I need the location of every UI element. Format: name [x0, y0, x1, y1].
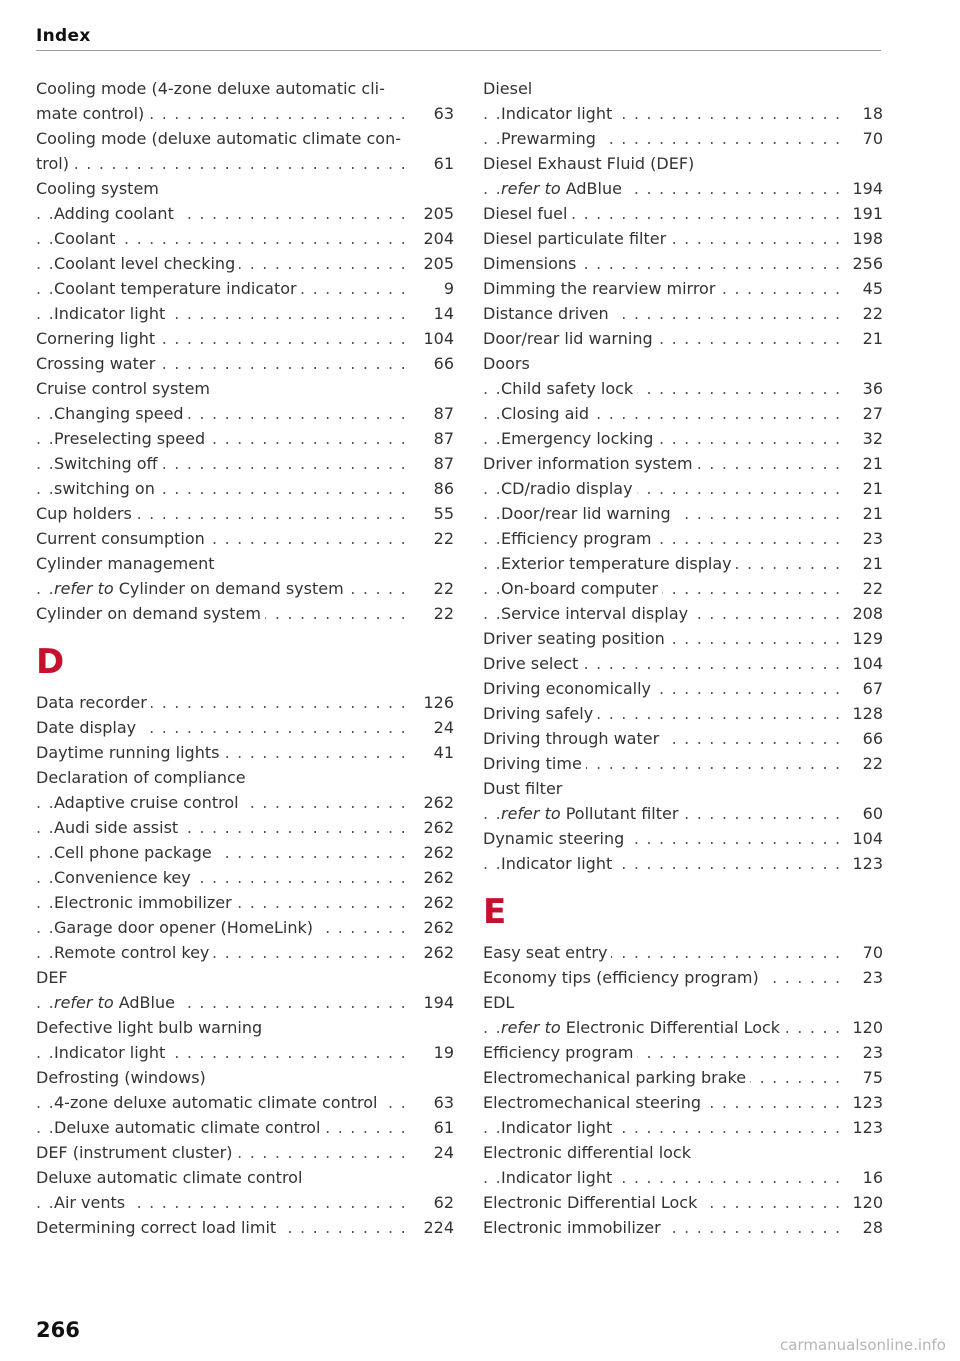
index-subentry[interactable]	[483, 476, 883, 501]
entry-label: Crossing water	[36, 354, 156, 373]
index-subentry[interactable]	[483, 801, 883, 826]
index-entry[interactable]	[36, 326, 454, 351]
page-reference[interactable]: 24	[410, 715, 454, 740]
page-reference[interactable]: 262	[410, 890, 454, 915]
index-entry[interactable]	[483, 151, 883, 176]
index-subentry[interactable]	[483, 576, 883, 601]
index-entry[interactable]	[483, 1040, 883, 1065]
page-reference[interactable]: 16	[839, 1165, 883, 1190]
index-subentry[interactable]	[36, 276, 454, 301]
page-reference[interactable]: 262	[410, 790, 454, 815]
entry-label: Diesel	[483, 79, 533, 98]
entry-label: Indicator light	[501, 104, 613, 123]
index-entry[interactable]	[483, 726, 883, 751]
entry-label: Indicator light	[501, 854, 613, 873]
page-reference[interactable]: 22	[839, 301, 883, 326]
page-reference[interactable]: 262	[410, 840, 454, 865]
page-reference[interactable]: 194	[839, 176, 883, 201]
entry-label: Coolant	[54, 229, 116, 248]
index-entry[interactable]	[483, 1090, 883, 1115]
entry-label: Driver information system	[483, 454, 693, 473]
page-reference[interactable]: 63	[410, 1090, 454, 1115]
page-reference[interactable]: 262	[410, 815, 454, 840]
page-reference[interactable]: 86	[410, 476, 454, 501]
entry-label: Child safety lock	[501, 379, 634, 398]
index-entry[interactable]	[483, 701, 883, 726]
entry-label: EDL	[483, 993, 515, 1012]
entry-label: Audi side assist	[54, 818, 179, 837]
entry-label: Cooling mode (4-zone deluxe automatic cli-	[36, 79, 385, 98]
index-subentry[interactable]	[36, 426, 454, 451]
page-reference[interactable]: 205	[410, 201, 454, 226]
index-entry[interactable]	[483, 251, 883, 276]
entry-label: Cruise control system	[36, 379, 210, 398]
entry-label: Cylinder management	[36, 554, 215, 573]
entry-label: Service interval display	[501, 604, 689, 623]
index-subentry[interactable]	[36, 790, 454, 815]
entry-label: Diesel Exhaust Fluid (DEF)	[483, 154, 695, 173]
page-reference[interactable]: 28	[839, 1215, 883, 1240]
index-entry[interactable]	[36, 765, 454, 790]
index-subentry[interactable]	[36, 940, 454, 965]
index-subentry[interactable]	[36, 451, 454, 476]
page-reference[interactable]: 22	[410, 526, 454, 551]
index-entry[interactable]	[483, 1190, 883, 1215]
page-reference[interactable]: 41	[410, 740, 454, 765]
page-reference[interactable]: 198	[839, 226, 883, 251]
page-reference[interactable]: 14	[410, 301, 454, 326]
entry-label: Driving safely	[483, 704, 594, 723]
entry-label: Electromechanical steering	[483, 1093, 701, 1112]
page-reference[interactable]: 204	[410, 226, 454, 251]
cross-reference-prefix: refer to	[501, 179, 561, 198]
page-reference[interactable]: 23	[839, 526, 883, 551]
page-reference[interactable]: 123	[839, 1090, 883, 1115]
entry-label: Pollutant filter	[565, 804, 679, 823]
index-subentry[interactable]	[483, 526, 883, 551]
entry-label: Diesel fuel	[483, 204, 568, 223]
entry-label: Defrosting (windows)	[36, 1068, 206, 1087]
entry-label: trol)	[36, 154, 69, 173]
index-entry[interactable]	[483, 276, 883, 301]
index-entry[interactable]	[483, 990, 883, 1015]
entry-label: Dimming the rearview mirror	[483, 279, 716, 298]
page-reference[interactable]: 129	[839, 626, 883, 651]
entry-label: AdBlue	[565, 179, 622, 198]
page-reference[interactable]: 22	[410, 601, 454, 626]
entry-label: Date display	[36, 718, 137, 737]
page-reference[interactable]: 9	[410, 276, 454, 301]
section-letter: D	[36, 642, 65, 682]
page-reference[interactable]: 45	[839, 276, 883, 301]
index-subentry[interactable]	[483, 401, 883, 426]
index-entry[interactable]	[36, 151, 454, 176]
entry-label: Indicator light	[501, 1168, 613, 1187]
entry-label: Prewarming	[501, 129, 596, 148]
page-reference[interactable]: 18	[839, 101, 883, 126]
page-reference[interactable]: 21	[839, 551, 883, 576]
index-entry[interactable]	[36, 965, 454, 990]
page-reference[interactable]: 87	[410, 401, 454, 426]
page-reference[interactable]: 60	[839, 801, 883, 826]
page-reference[interactable]: 262	[410, 865, 454, 890]
page-reference[interactable]: 104	[839, 826, 883, 851]
entry-label: DEF (instrument cluster)	[36, 1143, 233, 1162]
entry-label: Door/rear lid warning	[483, 329, 653, 348]
page-reference[interactable]: 208	[839, 601, 883, 626]
page-reference[interactable]: 36	[839, 376, 883, 401]
entry-label: Driving economically	[483, 679, 651, 698]
index-subentry[interactable]	[483, 126, 883, 151]
index-entry[interactable]	[483, 965, 883, 990]
page-reference[interactable]: 22	[410, 576, 454, 601]
index-entry[interactable]	[36, 526, 454, 551]
entry-label: switching on	[54, 479, 155, 498]
entry-label: Dynamic steering	[483, 829, 625, 848]
entry-label: Adding coolant	[54, 204, 174, 223]
page-number: 266	[36, 1318, 80, 1342]
index-subentry[interactable]	[483, 426, 883, 451]
entry-label: mate control)	[36, 104, 145, 123]
index-entry[interactable]	[483, 201, 883, 226]
entry-label: Air vents	[54, 1193, 126, 1212]
index-subentry[interactable]	[483, 501, 883, 526]
entry-label: Electronic immobilizer	[54, 893, 232, 912]
index-subentry[interactable]	[36, 1190, 454, 1215]
index-column-right	[483, 76, 883, 1240]
index-column-left	[36, 76, 454, 1240]
index-subentry[interactable]	[483, 551, 883, 576]
entry-label: Cornering light	[36, 329, 156, 348]
index-entry[interactable]	[36, 551, 454, 576]
page-reference[interactable]: 66	[839, 726, 883, 751]
page-reference[interactable]: 87	[410, 451, 454, 476]
entry-label: Convenience key	[54, 868, 191, 887]
page-reference[interactable]: 104	[839, 651, 883, 676]
entry-label: Indicator light	[54, 304, 166, 323]
index-entry[interactable]	[483, 776, 883, 801]
entry-label: Defective light bulb warning	[36, 1018, 263, 1037]
entry-label: Deluxe automatic climate control	[36, 1168, 303, 1187]
entry-label: Drive select	[483, 654, 579, 673]
page-header-title: Index	[36, 26, 91, 46]
page-reference[interactable]: 120	[839, 1190, 883, 1215]
entry-label: Data recorder	[36, 693, 147, 712]
index-subentry[interactable]	[36, 401, 454, 426]
section-letter: E	[483, 892, 507, 932]
header-divider	[36, 50, 881, 51]
index-subentry[interactable]	[36, 476, 454, 501]
page-reference[interactable]: 256	[839, 251, 883, 276]
page-reference[interactable]: 62	[410, 1190, 454, 1215]
page-reference[interactable]: 123	[839, 1115, 883, 1140]
index-entry[interactable]	[36, 1140, 454, 1165]
index-entry[interactable]	[483, 226, 883, 251]
entry-label: On-board computer	[501, 579, 658, 598]
page-reference[interactable]: 120	[839, 1015, 883, 1040]
page-reference[interactable]: 262	[410, 940, 454, 965]
entry-label: Daytime running lights	[36, 743, 220, 762]
entry-label: Diesel particulate filter	[483, 229, 667, 248]
page-reference[interactable]: 63	[410, 101, 454, 126]
index-entry[interactable]	[36, 126, 454, 151]
entry-label: Doors	[483, 354, 530, 373]
index-entry[interactable]	[36, 501, 454, 526]
index-entry[interactable]	[36, 101, 454, 126]
entry-label: Garage door opener (HomeLink)	[54, 918, 314, 937]
index-subentry[interactable]	[36, 915, 454, 940]
index-subentry[interactable]	[36, 890, 454, 915]
entry-label: Changing speed	[54, 404, 184, 423]
page-reference[interactable]: 27	[839, 401, 883, 426]
entry-label: Driver seating position	[483, 629, 665, 648]
index-entry[interactable]	[36, 351, 454, 376]
page-reference[interactable]: 23	[839, 965, 883, 990]
entry-label: Easy seat entry	[483, 943, 608, 962]
entry-label: Efficiency program	[483, 1043, 634, 1062]
index-subentry[interactable]	[36, 840, 454, 865]
page-reference[interactable]: 104	[410, 326, 454, 351]
entry-label: Coolant level checking	[54, 254, 236, 273]
index-subentry[interactable]	[36, 815, 454, 840]
index-subentry[interactable]	[36, 301, 454, 326]
entry-label: Current consumption	[36, 529, 205, 548]
page-reference[interactable]: 21	[839, 451, 883, 476]
page-reference[interactable]: 205	[410, 251, 454, 276]
page-reference[interactable]: 128	[839, 701, 883, 726]
watermark: carmanualsonline.info	[780, 1336, 946, 1354]
index-entry[interactable]	[36, 376, 454, 401]
page-reference[interactable]: 61	[410, 151, 454, 176]
entry-label: Electronic immobilizer	[483, 1218, 661, 1237]
index-entry[interactable]	[483, 651, 883, 676]
entry-label: Cup holders	[36, 504, 132, 523]
entry-label: Economy tips (efficiency program)	[483, 968, 759, 987]
index-subentry[interactable]	[36, 251, 454, 276]
entry-label: Cooling system	[36, 179, 159, 198]
page-reference[interactable]: 87	[410, 426, 454, 451]
page-reference[interactable]: 21	[839, 501, 883, 526]
index-entry[interactable]	[36, 740, 454, 765]
index-subentry[interactable]	[36, 1040, 454, 1065]
entry-label: CD/radio display	[501, 479, 633, 498]
entry-label: Coolant temperature indicator	[54, 279, 297, 298]
index-subentry[interactable]	[483, 1165, 883, 1190]
index-subentry[interactable]	[483, 1115, 883, 1140]
index-subentry[interactable]	[483, 1015, 883, 1040]
index-subentry[interactable]	[483, 176, 883, 201]
page-reference[interactable]: 224	[410, 1215, 454, 1240]
entry-label: Driving through water	[483, 729, 660, 748]
entry-label: AdBlue	[118, 993, 175, 1012]
index-entry[interactable]	[36, 690, 454, 715]
page-reference[interactable]: 126	[410, 690, 454, 715]
index-entry[interactable]	[36, 715, 454, 740]
index-entry[interactable]	[483, 1215, 883, 1240]
index-entry[interactable]	[36, 1015, 454, 1040]
page-reference[interactable]: 61	[410, 1115, 454, 1140]
index-entry[interactable]	[483, 940, 883, 965]
entry-label: Distance driven	[483, 304, 609, 323]
index-entry[interactable]	[483, 326, 883, 351]
cross-reference-prefix: refer to	[501, 1018, 561, 1037]
entry-label: Dimensions	[483, 254, 577, 273]
index-subentry[interactable]	[483, 851, 883, 876]
entry-label: Electronic Differential Lock	[565, 1018, 781, 1037]
entry-label: Exterior temperature display	[501, 554, 732, 573]
page-reference[interactable]: 67	[839, 676, 883, 701]
index-subentry[interactable]	[483, 601, 883, 626]
page-reference[interactable]: 19	[410, 1040, 454, 1065]
entry-label: Cylinder on demand system	[36, 604, 261, 623]
entry-label: Efficiency program	[501, 529, 652, 548]
index-entry[interactable]	[483, 301, 883, 326]
entry-label: Electronic differential lock	[483, 1143, 691, 1162]
index-entry[interactable]	[483, 76, 883, 101]
page-reference[interactable]: 66	[410, 351, 454, 376]
page-reference[interactable]: 32	[839, 426, 883, 451]
page-reference[interactable]: 21	[839, 476, 883, 501]
entry-label: Closing aid	[501, 404, 589, 423]
entry-label: Deluxe automatic climate control	[54, 1118, 321, 1137]
index-entry[interactable]	[36, 601, 454, 626]
entry-label: Cylinder on demand system	[118, 579, 344, 598]
page-reference[interactable]: 70	[839, 126, 883, 151]
index-subentry[interactable]	[483, 376, 883, 401]
entry-label: Door/rear lid warning	[501, 504, 671, 523]
entry-label: Indicator light	[54, 1043, 166, 1062]
page-reference[interactable]: 262	[410, 915, 454, 940]
page-reference[interactable]: 194	[410, 990, 454, 1015]
index-entry[interactable]	[483, 1065, 883, 1090]
page-reference[interactable]: 21	[839, 326, 883, 351]
index-entry[interactable]	[483, 626, 883, 651]
cross-reference-prefix: refer to	[54, 579, 114, 598]
index-subentry[interactable]	[483, 101, 883, 126]
index-subentry[interactable]	[36, 865, 454, 890]
cross-reference-prefix: refer to	[501, 804, 561, 823]
page-reference[interactable]: 70	[839, 940, 883, 965]
page-reference[interactable]: 123	[839, 851, 883, 876]
index-entry[interactable]	[36, 1215, 454, 1240]
entry-label: DEF	[36, 968, 68, 987]
page-reference[interactable]: 23	[839, 1040, 883, 1065]
entry-label: Indicator light	[501, 1118, 613, 1137]
entry-label: 4-zone deluxe automatic climate control	[54, 1093, 378, 1112]
entry-label: Dust filter	[483, 779, 563, 798]
index-subentry[interactable]	[36, 201, 454, 226]
page-reference[interactable]: 22	[839, 576, 883, 601]
index-entry[interactable]	[483, 751, 883, 776]
index-entry[interactable]	[483, 451, 883, 476]
index-subentry[interactable]	[36, 226, 454, 251]
entry-label: Declaration of compliance	[36, 768, 246, 787]
entry-label: Driving time	[483, 754, 582, 773]
cross-reference-prefix: refer to	[54, 993, 114, 1012]
index-entry[interactable]	[483, 826, 883, 851]
index-entry[interactable]	[36, 176, 454, 201]
index-entry[interactable]	[36, 1065, 454, 1090]
index-subentry[interactable]	[36, 576, 454, 601]
index-entry[interactable]	[36, 76, 454, 101]
page-reference[interactable]: 55	[410, 501, 454, 526]
entry-label: Preselecting speed	[54, 429, 206, 448]
page-reference[interactable]: 24	[410, 1140, 454, 1165]
entry-label: Cell phone package	[54, 843, 212, 862]
entry-label: Emergency locking	[501, 429, 654, 448]
entry-label: Electromechanical parking brake	[483, 1068, 747, 1087]
index-subentry[interactable]	[36, 1090, 454, 1115]
page-reference[interactable]: 75	[839, 1065, 883, 1090]
page-reference[interactable]: 191	[839, 201, 883, 226]
entry-label: Remote control key	[54, 943, 210, 962]
index-entry[interactable]	[483, 676, 883, 701]
index-entry[interactable]	[36, 1165, 454, 1190]
entry-label: Cooling mode (deluxe automatic climate con-	[36, 129, 401, 148]
entry-label: Determining correct load limit	[36, 1218, 277, 1237]
entry-label: Switching off	[54, 454, 158, 473]
index-subentry[interactable]	[36, 1115, 454, 1140]
page-reference[interactable]: 22	[839, 751, 883, 776]
index-entry[interactable]	[483, 1140, 883, 1165]
index-entry[interactable]	[483, 351, 883, 376]
entry-label: Electronic Differential Lock	[483, 1193, 698, 1212]
entry-label: Adaptive cruise control	[54, 793, 239, 812]
index-subentry[interactable]	[36, 990, 454, 1015]
